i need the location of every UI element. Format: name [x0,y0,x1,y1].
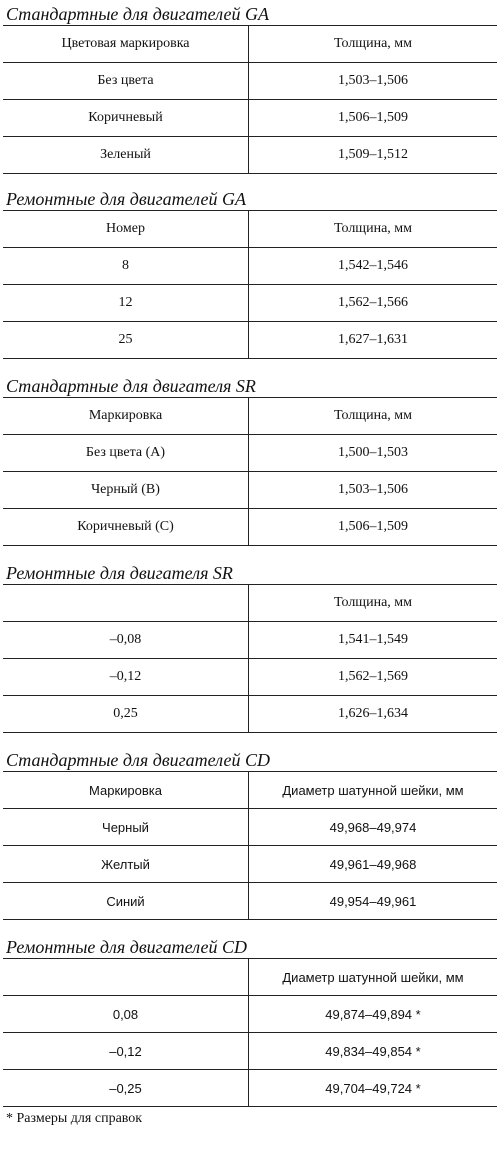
table-row [3,100,497,137]
table-row [3,846,497,883]
table-cell: Черный (В) [3,472,249,509]
table-cell: 49,874–49,894 * [249,996,498,1033]
table-cell: 25 [3,322,249,359]
spec-table [3,584,497,733]
section-title: Стандартные для двигателей GA [6,4,269,24]
table-header: Маркировка [3,772,249,809]
table-cell: 49,961–49,968 [249,846,498,883]
table-cell: 1,627–1,631 [249,322,498,359]
table-header: Диаметр шатунной шейки, мм [249,772,498,809]
table-cell: 8 [122,258,129,273]
table-cell: 49,954–49,961 [249,883,498,920]
table-cell: Синий [3,883,249,920]
table-row [3,63,497,100]
table-row [3,1070,497,1107]
table-cell: 49,704–49,724 * [249,1070,498,1107]
table-cell: Желтый [3,846,249,883]
table-row [3,472,497,509]
table-cell: 1,541–1,549 [249,622,498,659]
table-header: Толщина, мм [249,398,498,435]
table-row [3,696,497,733]
table-cell: –0,08 [109,632,142,647]
table-row [3,659,497,696]
table-row [3,137,497,174]
table-cell: 1,562–1,569 [249,659,498,696]
table-header: Цветовая маркировка [3,26,249,63]
spec-table [3,771,497,920]
spec-table [3,397,497,546]
table-header: Толщина, мм [249,585,498,622]
table-cell: 1,503–1,506 [249,63,498,100]
table-cell: 1,503–1,506 [249,472,498,509]
section-title: Ремонтные для двигателей CD [6,937,248,957]
spec-table [3,210,497,359]
table-cell: 12 [3,285,249,322]
table-cell: Зеленый [3,137,249,174]
table-row [3,509,497,546]
table-cell: 1,500–1,503 [249,435,498,472]
table-cell: –0,12 [3,1033,249,1070]
table-row [3,248,497,285]
section-title: Стандартные для двигателя SR [6,376,256,396]
table-cell: 0,08 [112,1006,139,1022]
table-cell: 1,562–1,566 [249,285,498,322]
table-row [3,1033,497,1070]
table-row [3,285,497,322]
table-cell: 1,509–1,512 [249,137,498,174]
spec-table [3,25,497,174]
table-row [3,322,497,359]
table-header: Маркировка [3,398,249,435]
footnote: * Размеры для справок [6,1111,143,1126]
section-title: Ремонтные для двигателей GA [6,189,246,209]
spec-table [3,958,497,1107]
table-header: Толщина, мм [249,211,498,248]
table-cell: 49,968–49,974 [249,809,498,846]
table-cell: Коричневый [3,100,249,137]
table-header [3,585,249,622]
table-cell: 1,626–1,634 [249,696,498,733]
table-cell: 1,542–1,546 [249,248,498,285]
table-header: Толщина, мм [249,26,498,63]
table-cell: 1,506–1,509 [249,100,498,137]
table-header [3,959,249,996]
table-cell: 0,25 [3,696,249,733]
table-row [3,996,497,1033]
table-row [3,883,497,920]
table-cell: Коричневый (С) [3,509,249,546]
section-title: Ремонтные для двигателя SR [6,563,233,583]
table-row [3,809,497,846]
table-row [3,622,497,659]
table-cell: –0,25 [3,1070,249,1107]
table-cell: Черный [102,819,149,835]
section-title: Стандартные для двигателей CD [6,750,270,770]
table-cell: 1,506–1,509 [249,509,498,546]
table-header: Номер [3,211,249,248]
table-cell: Без цвета [97,73,154,88]
table-cell: –0,12 [3,659,249,696]
table-row [3,435,497,472]
table-cell: Без цвета (А) [85,445,166,460]
table-cell: 49,834–49,854 * [249,1033,498,1070]
table-header: Диаметр шатунной шейки, мм [249,959,498,996]
